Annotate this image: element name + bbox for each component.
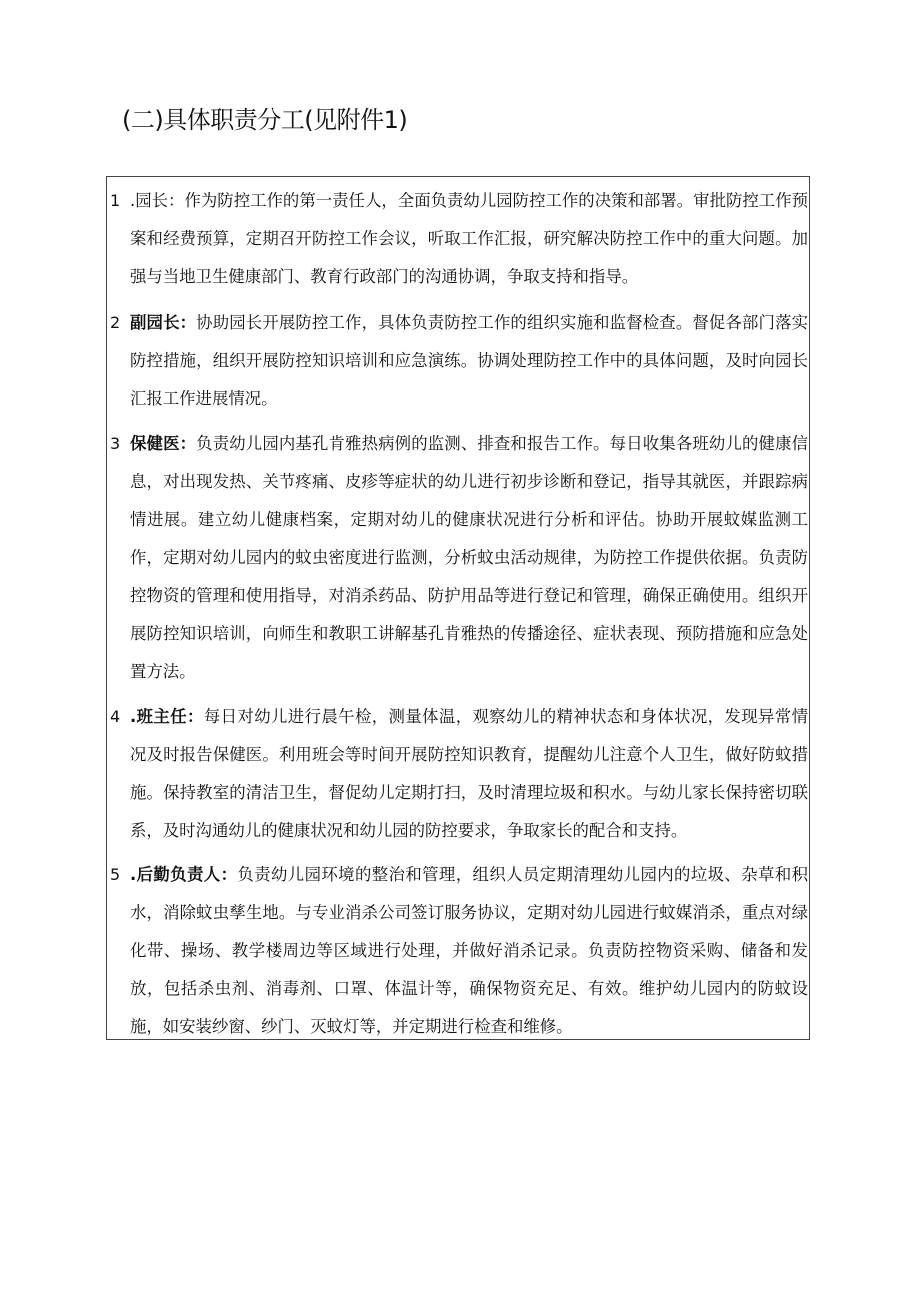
section-heading: (二)具体职责分工(见附件1) [122,106,408,134]
item-description: 每日对幼儿进行晨午检，测量体温，观察幼儿的精神状态和身体状况，发现异常情况及时报告保健医。利用班会等时间开展防控知识教育，提醒幼儿注意个人卫生，做好防蚊措施。保持教室的清洁卫生，督促幼儿定期打扫，及时清理垃圾和积水。与幼儿家长保持密切联系，及时沟通幼儿的健康状况和幼儿园的防控要求，争取家长的配合和支持。 [130,707,808,840]
item-description: 负责幼儿园环境的整治和管理，组织人员定期清理幼儿园内的垃圾、杂草和积水，消除蚊虫孳生地。与专业消杀公司签订服务协议，定期对幼儿园进行蚊媒消杀，重点对绿化带、操场、教学楼周边等区域进行处理，并做好消杀记录。负责防控物资采购、储备和发放，包括杀虫剂、消毒剂、口罩、体温计等，确保物资充足、有效。维护幼儿园内的防蚊设施，如安装纱窗、纱门、灭蚊灯等，并定期进行检查和维修。 [130,865,809,1036]
item-text [130,182,808,296]
item-number: 4 [110,707,121,726]
item-role: 副园长： [130,313,197,332]
item-description: 协助园长开展防控工作，具体负责防控工作的组织实施和监督检查。督促各部门落实防控措施，组织开展防控知识培训和应急演练。协调处理防控工作中的具体问题，及时向园长汇报工作进展情况。 [130,313,809,408]
item-text [130,856,808,1046]
responsibilities-table [106,176,810,1040]
item-text [130,425,808,691]
item-number: 3 [110,434,121,453]
item-description: 作为防控工作的第一责任人，全面负责幼儿园防控工作的决策和部署。审批防控工作预案和经费预算，定期召开防控工作会议，听取工作汇报，研究解决防控工作中的重大问题。加强与当地卫生健康部门、教育行政部门的沟通协调，争取支持和指导。 [130,191,809,286]
item-text [130,698,808,850]
item-role: .后勤负责人： [130,865,238,884]
item-role: 保健医： [130,434,197,453]
item-text [130,304,808,418]
item-role: .园长： [130,191,185,210]
item-number: 2 [110,313,121,332]
item-number: 1 [110,191,121,210]
item-number: 5 [110,865,121,884]
item-description: 负责幼儿园内基孔肯雅热病例的监测、排查和报告工作。每日收集各班幼儿的健康信息，对出现发热、关节疼痛、皮疹等症状的幼儿进行初步诊断和登记，指导其就医，并跟踪病情进展。建立幼儿健康档案，定期对幼儿的健康状况进行分析和评估。协助开展蚊媒监测工作，定期对幼儿园内的蚊虫密度进行监测，分析蚊虫活动规律，为防控工作提供依据。负责防控物资的管理和使用指导，对消杀药品、防护用品等进行登记和管理，确保正确使用。组织开展防控知识培训，向师生和教职工讲解基孔肯雅热的传播途径、症状表现、预防措施和应急处置方法。 [130,434,809,681]
item-role: .班主任： [130,707,204,726]
